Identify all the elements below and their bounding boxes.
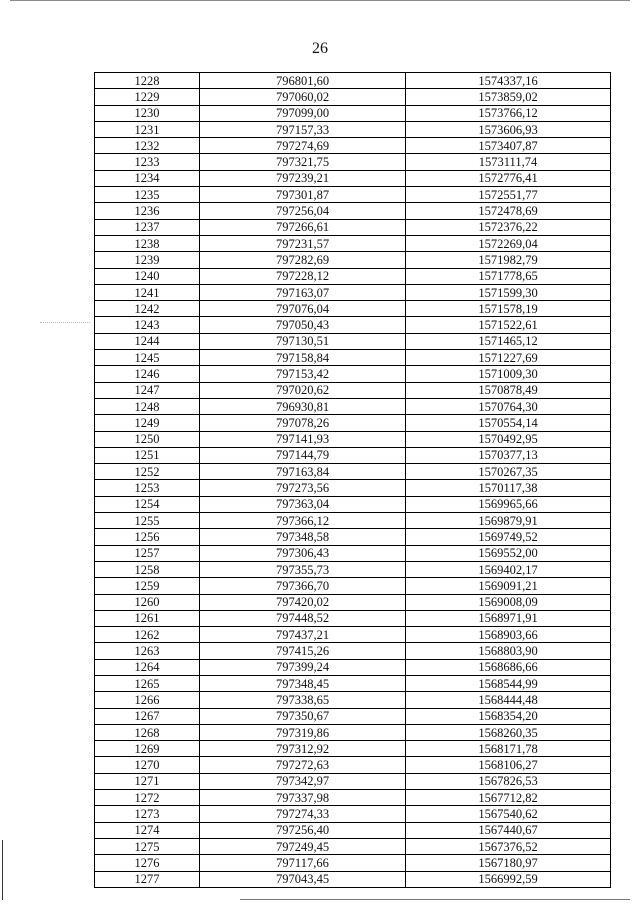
y-coordinate-cell: 1570492,95 <box>406 431 611 447</box>
y-coordinate-cell: 1568171,78 <box>406 741 611 757</box>
x-coordinate-cell: 797274,33 <box>200 806 406 822</box>
point-number-cell: 1256 <box>95 529 200 545</box>
y-coordinate-cell: 1570377,13 <box>406 447 611 463</box>
point-number-cell: 1229 <box>95 89 200 105</box>
point-number-cell: 1270 <box>95 757 200 773</box>
table-row <box>95 333 611 349</box>
x-coordinate-cell: 797231,57 <box>200 235 406 251</box>
x-coordinate-cell: 797076,04 <box>200 301 406 317</box>
x-coordinate-cell: 797342,97 <box>200 773 406 789</box>
point-number-cell: 1262 <box>95 627 200 643</box>
x-coordinate-cell: 797348,58 <box>200 529 406 545</box>
x-coordinate-cell: 797448,52 <box>200 610 406 626</box>
y-coordinate-cell: 1570764,30 <box>406 398 611 414</box>
x-coordinate-cell: 797060,02 <box>200 89 406 105</box>
table-row <box>95 561 611 577</box>
point-number-cell: 1252 <box>95 464 200 480</box>
y-coordinate-cell: 1572551,77 <box>406 187 611 203</box>
table-row <box>95 415 611 431</box>
point-number-cell: 1260 <box>95 594 200 610</box>
y-coordinate-cell: 1567440,67 <box>406 822 611 838</box>
x-coordinate-cell: 797239,21 <box>200 170 406 186</box>
x-coordinate-cell: 797338,65 <box>200 692 406 708</box>
point-number-cell: 1244 <box>95 333 200 349</box>
point-number-cell: 1240 <box>95 268 200 284</box>
y-coordinate-cell: 1568903,66 <box>406 627 611 643</box>
y-coordinate-cell: 1571522,61 <box>406 317 611 333</box>
table-row <box>95 692 611 708</box>
x-coordinate-cell: 797144,79 <box>200 447 406 463</box>
table-row <box>95 610 611 626</box>
table-row <box>95 529 611 545</box>
x-coordinate-cell: 797420,02 <box>200 594 406 610</box>
x-coordinate-cell: 797153,42 <box>200 366 406 382</box>
y-coordinate-cell: 1569008,09 <box>406 594 611 610</box>
table-row <box>95 496 611 512</box>
point-number-cell: 1266 <box>95 692 200 708</box>
x-coordinate-cell: 797117,66 <box>200 855 406 871</box>
y-coordinate-cell: 1571578,19 <box>406 301 611 317</box>
x-coordinate-cell: 797437,21 <box>200 627 406 643</box>
point-number-cell: 1253 <box>95 480 200 496</box>
y-coordinate-cell: 1568544,99 <box>406 675 611 691</box>
y-coordinate-cell: 1567376,52 <box>406 838 611 854</box>
point-number-cell: 1263 <box>95 643 200 659</box>
y-coordinate-cell: 1566992,59 <box>406 871 611 887</box>
table-row <box>95 594 611 610</box>
y-coordinate-cell: 1569965,66 <box>406 496 611 512</box>
y-coordinate-cell: 1572478,69 <box>406 203 611 219</box>
point-number-cell: 1274 <box>95 822 200 838</box>
x-coordinate-cell: 797130,51 <box>200 333 406 349</box>
point-number-cell: 1271 <box>95 773 200 789</box>
x-coordinate-cell: 796801,60 <box>200 73 406 89</box>
y-coordinate-cell: 1571009,30 <box>406 366 611 382</box>
point-number-cell: 1243 <box>95 317 200 333</box>
table-row <box>95 838 611 854</box>
point-number-cell: 1241 <box>95 284 200 300</box>
table-row <box>95 138 611 154</box>
x-coordinate-cell: 797319,86 <box>200 724 406 740</box>
table-row <box>95 366 611 382</box>
table-row <box>95 252 611 268</box>
table-row <box>95 741 611 757</box>
x-coordinate-cell: 797399,24 <box>200 659 406 675</box>
table-row <box>95 170 611 186</box>
table-row <box>95 464 611 480</box>
x-coordinate-cell: 797306,43 <box>200 545 406 561</box>
point-number-cell: 1242 <box>95 301 200 317</box>
table-row <box>95 121 611 137</box>
y-coordinate-cell: 1571982,79 <box>406 252 611 268</box>
coordinates-table-body <box>95 73 611 888</box>
table-row <box>95 431 611 447</box>
table-row <box>95 317 611 333</box>
point-number-cell: 1276 <box>95 855 200 871</box>
point-number-cell: 1255 <box>95 513 200 529</box>
table-row <box>95 105 611 121</box>
y-coordinate-cell: 1570878,49 <box>406 382 611 398</box>
x-coordinate-cell: 797228,12 <box>200 268 406 284</box>
y-coordinate-cell: 1573606,93 <box>406 121 611 137</box>
point-number-cell: 1258 <box>95 561 200 577</box>
scan-top-border <box>10 0 630 1</box>
table-row <box>95 708 611 724</box>
table-row <box>95 806 611 822</box>
table-row <box>95 480 611 496</box>
scan-bottom-border <box>240 899 630 900</box>
point-number-cell: 1251 <box>95 447 200 463</box>
table-row <box>95 578 611 594</box>
point-number-cell: 1257 <box>95 545 200 561</box>
table-row <box>95 447 611 463</box>
x-coordinate-cell: 797249,45 <box>200 838 406 854</box>
x-coordinate-cell: 797282,69 <box>200 252 406 268</box>
y-coordinate-cell: 1573766,12 <box>406 105 611 121</box>
y-coordinate-cell: 1573859,02 <box>406 89 611 105</box>
table-row <box>95 855 611 871</box>
point-number-cell: 1234 <box>95 170 200 186</box>
coordinates-table <box>94 72 611 888</box>
y-coordinate-cell: 1571465,12 <box>406 333 611 349</box>
point-number-cell: 1247 <box>95 382 200 398</box>
y-coordinate-cell: 1572376,22 <box>406 219 611 235</box>
y-coordinate-cell: 1568803,90 <box>406 643 611 659</box>
table-row <box>95 659 611 675</box>
y-coordinate-cell: 1567712,82 <box>406 790 611 806</box>
table-row <box>95 675 611 691</box>
table-row <box>95 89 611 105</box>
y-coordinate-cell: 1567540,62 <box>406 806 611 822</box>
y-coordinate-cell: 1569091,21 <box>406 578 611 594</box>
table-row <box>95 235 611 251</box>
table-row <box>95 219 611 235</box>
x-coordinate-cell: 797256,40 <box>200 822 406 838</box>
x-coordinate-cell: 797348,45 <box>200 675 406 691</box>
y-coordinate-cell: 1573407,87 <box>406 138 611 154</box>
point-number-cell: 1235 <box>95 187 200 203</box>
scan-left-edge <box>2 840 3 900</box>
x-coordinate-cell: 797366,12 <box>200 513 406 529</box>
x-coordinate-cell: 797157,33 <box>200 121 406 137</box>
x-coordinate-cell: 797020,62 <box>200 382 406 398</box>
y-coordinate-cell: 1569552,00 <box>406 545 611 561</box>
point-number-cell: 1268 <box>95 724 200 740</box>
point-number-cell: 1236 <box>95 203 200 219</box>
point-number-cell: 1238 <box>95 235 200 251</box>
y-coordinate-cell: 1571227,69 <box>406 350 611 366</box>
y-coordinate-cell: 1568354,20 <box>406 708 611 724</box>
point-number-cell: 1248 <box>95 398 200 414</box>
table-row <box>95 822 611 838</box>
y-coordinate-cell: 1568260,35 <box>406 724 611 740</box>
point-number-cell: 1272 <box>95 790 200 806</box>
y-coordinate-cell: 1569879,91 <box>406 513 611 529</box>
table-row <box>95 154 611 170</box>
table-row <box>95 773 611 789</box>
y-coordinate-cell: 1570554,14 <box>406 415 611 431</box>
table-row <box>95 203 611 219</box>
point-number-cell: 1267 <box>95 708 200 724</box>
y-coordinate-cell: 1568444,48 <box>406 692 611 708</box>
x-coordinate-cell: 797415,26 <box>200 643 406 659</box>
point-number-cell: 1261 <box>95 610 200 626</box>
x-coordinate-cell: 797141,93 <box>200 431 406 447</box>
y-coordinate-cell: 1572776,41 <box>406 170 611 186</box>
x-coordinate-cell: 797312,92 <box>200 741 406 757</box>
x-coordinate-cell: 797163,84 <box>200 464 406 480</box>
x-coordinate-cell: 797301,87 <box>200 187 406 203</box>
x-coordinate-cell: 797099,00 <box>200 105 406 121</box>
point-number-cell: 1249 <box>95 415 200 431</box>
point-number-cell: 1232 <box>95 138 200 154</box>
y-coordinate-cell: 1574337,16 <box>406 73 611 89</box>
x-coordinate-cell: 797078,26 <box>200 415 406 431</box>
x-coordinate-cell: 797321,75 <box>200 154 406 170</box>
x-coordinate-cell: 797350,67 <box>200 708 406 724</box>
x-coordinate-cell: 797163,07 <box>200 284 406 300</box>
y-coordinate-cell: 1570117,38 <box>406 480 611 496</box>
table-row <box>95 268 611 284</box>
table-row <box>95 627 611 643</box>
x-coordinate-cell: 797274,69 <box>200 138 406 154</box>
x-coordinate-cell: 797337,98 <box>200 790 406 806</box>
x-coordinate-cell: 797366,70 <box>200 578 406 594</box>
point-number-cell: 1245 <box>95 350 200 366</box>
point-number-cell: 1269 <box>95 741 200 757</box>
y-coordinate-cell: 1567826,53 <box>406 773 611 789</box>
scan-noise-dots <box>40 322 90 324</box>
table-row <box>95 187 611 203</box>
point-number-cell: 1246 <box>95 366 200 382</box>
point-number-cell: 1275 <box>95 838 200 854</box>
x-coordinate-cell: 797355,73 <box>200 561 406 577</box>
point-number-cell: 1231 <box>95 121 200 137</box>
page-number: 26 <box>312 40 328 57</box>
y-coordinate-cell: 1572269,04 <box>406 235 611 251</box>
table-row <box>95 382 611 398</box>
point-number-cell: 1239 <box>95 252 200 268</box>
point-number-cell: 1264 <box>95 659 200 675</box>
table-row <box>95 513 611 529</box>
table-row <box>95 73 611 89</box>
table-row <box>95 398 611 414</box>
point-number-cell: 1230 <box>95 105 200 121</box>
y-coordinate-cell: 1571778,65 <box>406 268 611 284</box>
y-coordinate-cell: 1568686,66 <box>406 659 611 675</box>
x-coordinate-cell: 797363,04 <box>200 496 406 512</box>
table-row <box>95 545 611 561</box>
y-coordinate-cell: 1569749,52 <box>406 529 611 545</box>
table-row <box>95 871 611 887</box>
table-row <box>95 301 611 317</box>
point-number-cell: 1254 <box>95 496 200 512</box>
table-row <box>95 350 611 366</box>
x-coordinate-cell: 797266,61 <box>200 219 406 235</box>
y-coordinate-cell: 1567180,97 <box>406 855 611 871</box>
x-coordinate-cell: 797050,43 <box>200 317 406 333</box>
point-number-cell: 1273 <box>95 806 200 822</box>
point-number-cell: 1250 <box>95 431 200 447</box>
y-coordinate-cell: 1570267,35 <box>406 464 611 480</box>
x-coordinate-cell: 797256,04 <box>200 203 406 219</box>
x-coordinate-cell: 797158,84 <box>200 350 406 366</box>
point-number-cell: 1237 <box>95 219 200 235</box>
point-number-cell: 1265 <box>95 675 200 691</box>
table-row <box>95 790 611 806</box>
x-coordinate-cell: 797272,63 <box>200 757 406 773</box>
x-coordinate-cell: 797043,45 <box>200 871 406 887</box>
x-coordinate-cell: 797273,56 <box>200 480 406 496</box>
y-coordinate-cell: 1569402,17 <box>406 561 611 577</box>
table-row <box>95 284 611 300</box>
y-coordinate-cell: 1568971,91 <box>406 610 611 626</box>
y-coordinate-cell: 1571599,30 <box>406 284 611 300</box>
point-number-cell: 1233 <box>95 154 200 170</box>
x-coordinate-cell: 796930,81 <box>200 398 406 414</box>
point-number-cell: 1228 <box>95 73 200 89</box>
y-coordinate-cell: 1568106,27 <box>406 757 611 773</box>
table-row <box>95 757 611 773</box>
table-row <box>95 724 611 740</box>
point-number-cell: 1259 <box>95 578 200 594</box>
table-row <box>95 643 611 659</box>
y-coordinate-cell: 1573111,74 <box>406 154 611 170</box>
point-number-cell: 1277 <box>95 871 200 887</box>
